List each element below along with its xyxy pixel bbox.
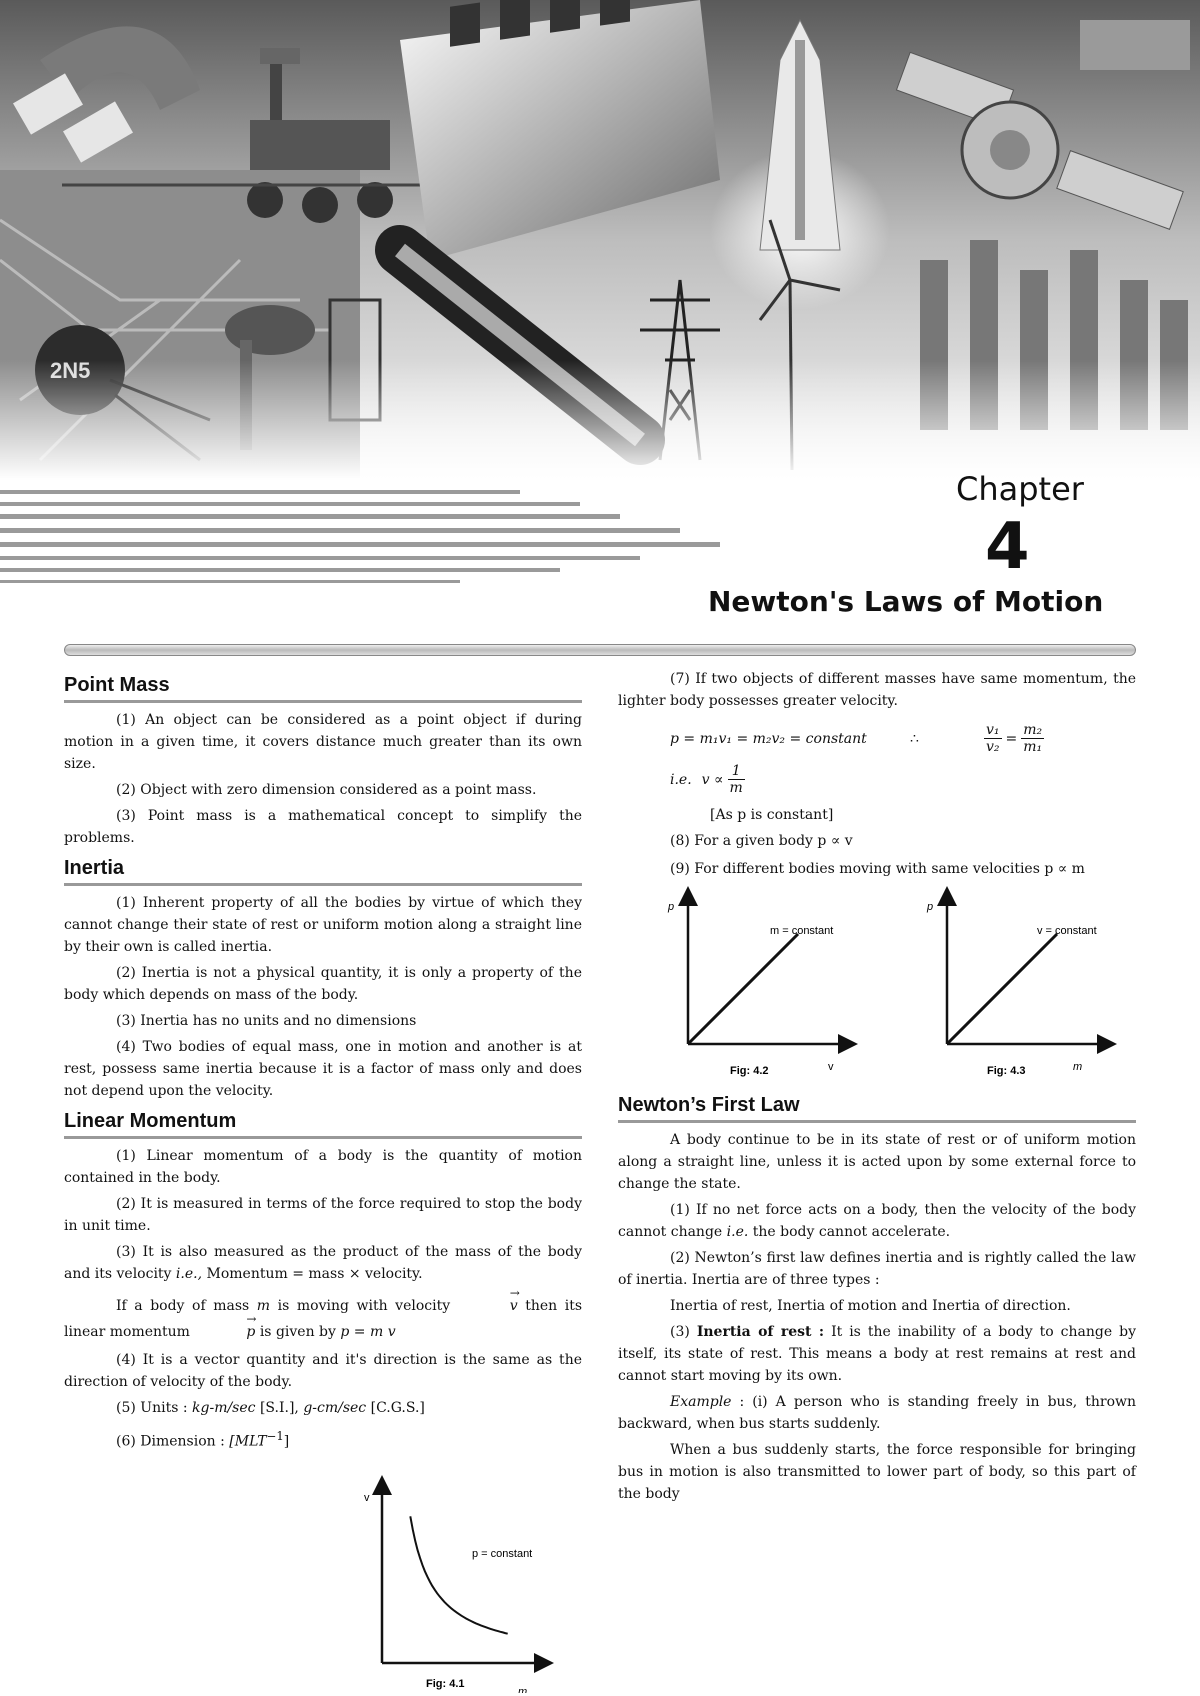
ie-label: i.e.: [670, 771, 692, 788]
inverse-mass: [728, 763, 745, 796]
symbol-p-vector: → p: [194, 1319, 255, 1345]
momentum-p4-c: then its linear momentum: [64, 1298, 583, 1340]
momentum-p3-formula: Momentum = mass × velocity.: [206, 1266, 423, 1282]
ratio-equals: =: [1005, 730, 1018, 747]
dimension-exponent: −1: [266, 1429, 284, 1443]
momentum-equation: p = m v: [340, 1324, 396, 1340]
units-label: (5) Units :: [116, 1400, 188, 1416]
title-divider: [64, 644, 1136, 656]
chapter-number: 4: [985, 510, 1030, 584]
mass-ratio: [1021, 722, 1044, 755]
momentum-units: [64, 1397, 582, 1419]
fig1-curve-label: p = constant: [472, 1547, 533, 1560]
right-column: [618, 668, 1136, 1509]
momentum-p4-a: If a body of mass: [116, 1298, 250, 1314]
left-column: [64, 668, 582, 1696]
fig1-curve: [410, 1516, 507, 1633]
cgs-tag: [C.G.S.]: [370, 1400, 425, 1416]
fig3-curve-label: v = constant: [1036, 925, 1097, 937]
example-1: [618, 1391, 1136, 1435]
inverse-mass-num: 1: [728, 763, 745, 780]
first-law-p3-num: (3): [670, 1324, 690, 1340]
fig-4-2-graph: [628, 884, 868, 1084]
momentum-p3-ie: i.e.,: [175, 1266, 203, 1282]
velocity-ratio-num: v₁: [986, 722, 1000, 738]
momentum-p8: (8) For a given body p ∝ v: [670, 833, 853, 849]
inertia-p1: (1) Inherent property of all the bodies by virtue of which they cannot change their state of rest or uniform motion along a straight line by their own is called inertia.: [64, 895, 582, 955]
momentum-p9: (9) For different bodies moving with same velocities p ∝ m: [670, 861, 1085, 877]
chapter-label: Chapter: [956, 470, 1084, 508]
momentum-p3-text: (3) It is also measured as the product of the mass of the body and its velocity: [64, 1244, 582, 1282]
constant-p-note: [As p is constant]: [710, 807, 834, 823]
inertia-p2: (2) Inertia is not a physical quantity, it is only a property of the body which depends on mass of the body.: [64, 965, 582, 1003]
fig-4-3-graph: [887, 884, 1127, 1084]
chapter-title: Newton's Laws of Motion: [708, 585, 1104, 618]
heading-inertia: Inertia: [64, 853, 582, 886]
example-label: Example: [670, 1394, 732, 1410]
point-mass-p1: (1) An object can be considered as a point object if during motion in a given time, it covers distance much greater than its own size.: [64, 712, 582, 772]
heading-point-mass: Point Mass: [64, 670, 582, 703]
momentum-equality: p = m₁v₁ = m₂v₂ = constant: [670, 730, 867, 747]
si-tag: [S.I.],: [259, 1400, 299, 1416]
banner-collage-image: [0, 0, 1200, 480]
mass-ratio-den: m₁: [1023, 739, 1043, 755]
momentum-p7: (7) If two objects of different masses have same momentum, the lighter body possesses greater velocity.: [618, 671, 1136, 709]
v-proportional: v ∝: [701, 771, 724, 788]
fig1-caption: Fig: 4.1: [426, 1677, 465, 1690]
fig1-x-label: m: [518, 1685, 528, 1693]
fig3-caption: Fig: 4.3: [986, 1065, 1026, 1077]
momentum-p5: (4) It is a vector quantity and it's direction is the same as the direction of velocity of the body.: [64, 1352, 582, 1390]
example-text: : (i) A person who is standing freely in bus, thrown backward, when bus starts suddenly.: [618, 1394, 1136, 1432]
momentum-p3: [64, 1241, 582, 1285]
fig2-line: [688, 934, 798, 1044]
point-mass-p3: (3) Point mass is a mathematical concept to simplify the problems.: [64, 808, 582, 846]
equal-momentum-formula: [670, 722, 1136, 755]
momentum-p4: [64, 1293, 582, 1345]
fig2-x-label: v: [827, 1061, 833, 1073]
dimension-formula: [MLT: [229, 1433, 267, 1450]
fig3-x-label: m: [1072, 1061, 1082, 1073]
first-law-p2: (2) Newton’s first law defines inertia and is rightly called the law of inertia. Inertia are of three types :: [618, 1250, 1136, 1288]
first-law-p3-text: It is the inability of a body to change by itself, its state of rest. This means a body at rest remains at rest and cannot start moving by its own.: [618, 1324, 1137, 1384]
mass-ratio-num: m₂: [1023, 722, 1043, 738]
fig-4-1-graph: [64, 1463, 582, 1693]
point-mass-p2: (2) Object with zero dimension considered as a point mass.: [116, 782, 537, 798]
fig1-y-label: v: [364, 1491, 370, 1504]
inertia-p4: (4) Two bodies of equal mass, one in motion and another is at rest, possess same inertia because it is a factor of mass only and does not depend upon the velocity.: [64, 1039, 582, 1099]
decorative-stripes: [0, 488, 760, 598]
first-law-p1: [618, 1199, 1136, 1243]
inverse-mass-den: m: [729, 780, 743, 796]
momentum-dimension: [64, 1425, 582, 1453]
heading-newtons-first-law: Newton’s First Law: [618, 1090, 1136, 1123]
inverse-proportion: [670, 763, 1136, 796]
dimension-label: (6) Dimension :: [116, 1433, 225, 1450]
first-law-p1-ie: i.e.: [726, 1224, 749, 1240]
fig3-y-label: p: [926, 901, 933, 913]
symbol-m: m: [256, 1298, 271, 1314]
momentum-p2: (2) It is measured in terms of the force required to stop the body in unit time.: [64, 1196, 582, 1234]
dimension-close: ]: [283, 1433, 290, 1450]
velocity-ratio: [984, 722, 1002, 755]
momentum-p4-b: is moving with velocity: [277, 1298, 451, 1314]
inertia-of-rest-term: Inertia of rest :: [696, 1324, 825, 1340]
cgs-unit: g-cm/sec: [303, 1400, 367, 1416]
inertia-types: Inertia of rest, Inertia of motion and Inertia of direction.: [670, 1298, 1071, 1314]
first-law-p1-a: (1) If no net force acts on a body, then the velocity of the body cannot change: [618, 1202, 1136, 1240]
fig3-line: [947, 934, 1057, 1044]
momentum-p1: (1) Linear momentum of a body is the quantity of motion contained in the body.: [64, 1148, 582, 1186]
first-law-intro: A body continue to be in its state of rest or of uniform motion along a straight line, unless it is acted upon by some external force to change the state.: [618, 1132, 1136, 1192]
si-unit: kg-m/sec: [192, 1400, 256, 1416]
fig2-y-label: p: [667, 901, 674, 913]
fig2-caption: Fig: 4.2: [729, 1065, 769, 1077]
symbol-v-vector: → v: [458, 1293, 518, 1319]
therefore-symbol: ∴: [910, 730, 919, 747]
bus-explanation: When a bus suddenly starts, the force responsible for bringing bus in motion is also transmitted to lower part of body, so this part of the body: [618, 1442, 1136, 1502]
inertia-p3: (3) Inertia has no units and no dimensions: [116, 1013, 417, 1029]
velocity-ratio-den: v₂: [986, 739, 1000, 755]
fig-4-2-4-3: [618, 884, 1136, 1084]
first-law-p3: [618, 1321, 1136, 1387]
fig2-curve-label: m = constant: [769, 925, 833, 937]
momentum-p4-d: is given by: [259, 1324, 336, 1340]
heading-linear-momentum: Linear Momentum: [64, 1106, 582, 1139]
first-law-p1-b: the body cannot accelerate.: [752, 1224, 951, 1240]
chapter-banner: [0, 0, 1200, 480]
